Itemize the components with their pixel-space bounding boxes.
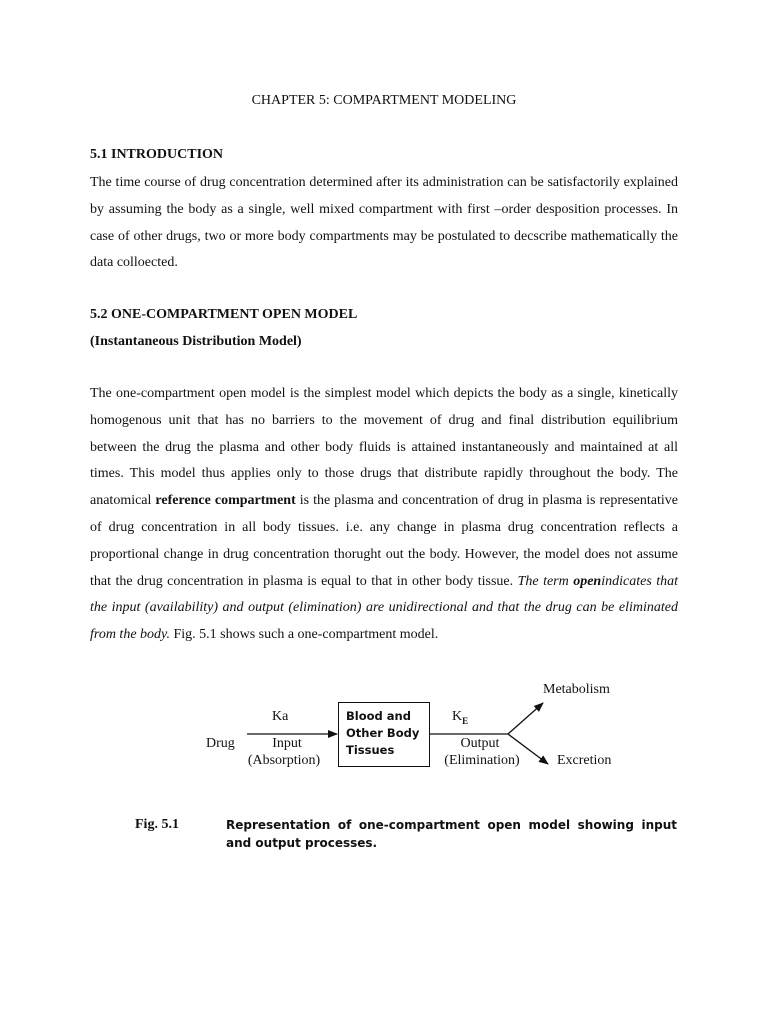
- excretion-label: Excretion: [557, 753, 612, 768]
- reference-compartment-term: reference compartment: [155, 493, 296, 509]
- open-term: open: [573, 573, 602, 589]
- output-label: Output: [460, 736, 500, 751]
- input-label: Input: [272, 736, 302, 751]
- absorption-label: (Absorption): [247, 753, 321, 768]
- paragraph-text-end: Fig. 5.1 shows such a one-compartment model.: [169, 627, 439, 643]
- ka-label: Ka: [272, 709, 289, 724]
- figure-caption: Representation of one-compartment open model showing input and output processes.: [226, 818, 677, 850]
- chapter-title: CHAPTER 5: COMPARTMENT MODELING: [251, 93, 517, 108]
- introduction-paragraph: The time course of drug concentration determined after its administration can be satisfactorily explained by assuming the body as a single, well mixed compartment with first –order desposition processes. In case of other drugs, two or more body compartments may be postulated to decscribe mathematically the data colloected.: [90, 175, 678, 271]
- ke-main: K: [452, 709, 463, 724]
- ke-label: [452, 709, 468, 726]
- blood-tissue-compartment: Blood and Other Body Tissues: [338, 702, 430, 767]
- paragraph-italic-a: The term: [517, 573, 574, 589]
- ke-subscript: E: [462, 715, 469, 726]
- section-heading-one-compartment: 5.2 ONE-COMPARTMENT OPEN MODEL: [90, 307, 358, 322]
- paragraph-italic-b: indicates that the input (availability) and output (elimination) are unidirectional and that the drug can be eliminated from the body.: [90, 573, 679, 643]
- figure-label: Fig. 5.1: [135, 817, 179, 832]
- paragraph-text-start: The one-compartment open model is the simplest model which depicts the body as a single, kinetically homogenous unit that has no barriers to the movement of drug and final distribution equilibrium between the drug the plasma and other body fluids is attained instantaneously and maintained at all times. This model thus applies only to those drugs that distribute rapidly throughout the body. The anatomical: [90, 386, 678, 509]
- section-subheading: (Instantaneous Distribution Model): [90, 334, 302, 349]
- paragraph-text-middle: is the plasma and concentration of drug in plasma is representative of drug concentration in all body tissues. i.e. any change in plasma drug concentration reflects a proportional change in drug concentration thorught out the body. However, the model does not assume that the drug concentration in plasma is equal to that in other body tissue.: [90, 493, 678, 589]
- metabolism-label: Metabolism: [543, 682, 610, 697]
- metabolism-arrow: [508, 703, 543, 734]
- drug-label: Drug: [206, 736, 235, 751]
- section-heading-introduction: 5.1 INTRODUCTION: [90, 147, 224, 162]
- elimination-label: (Elimination): [444, 753, 520, 768]
